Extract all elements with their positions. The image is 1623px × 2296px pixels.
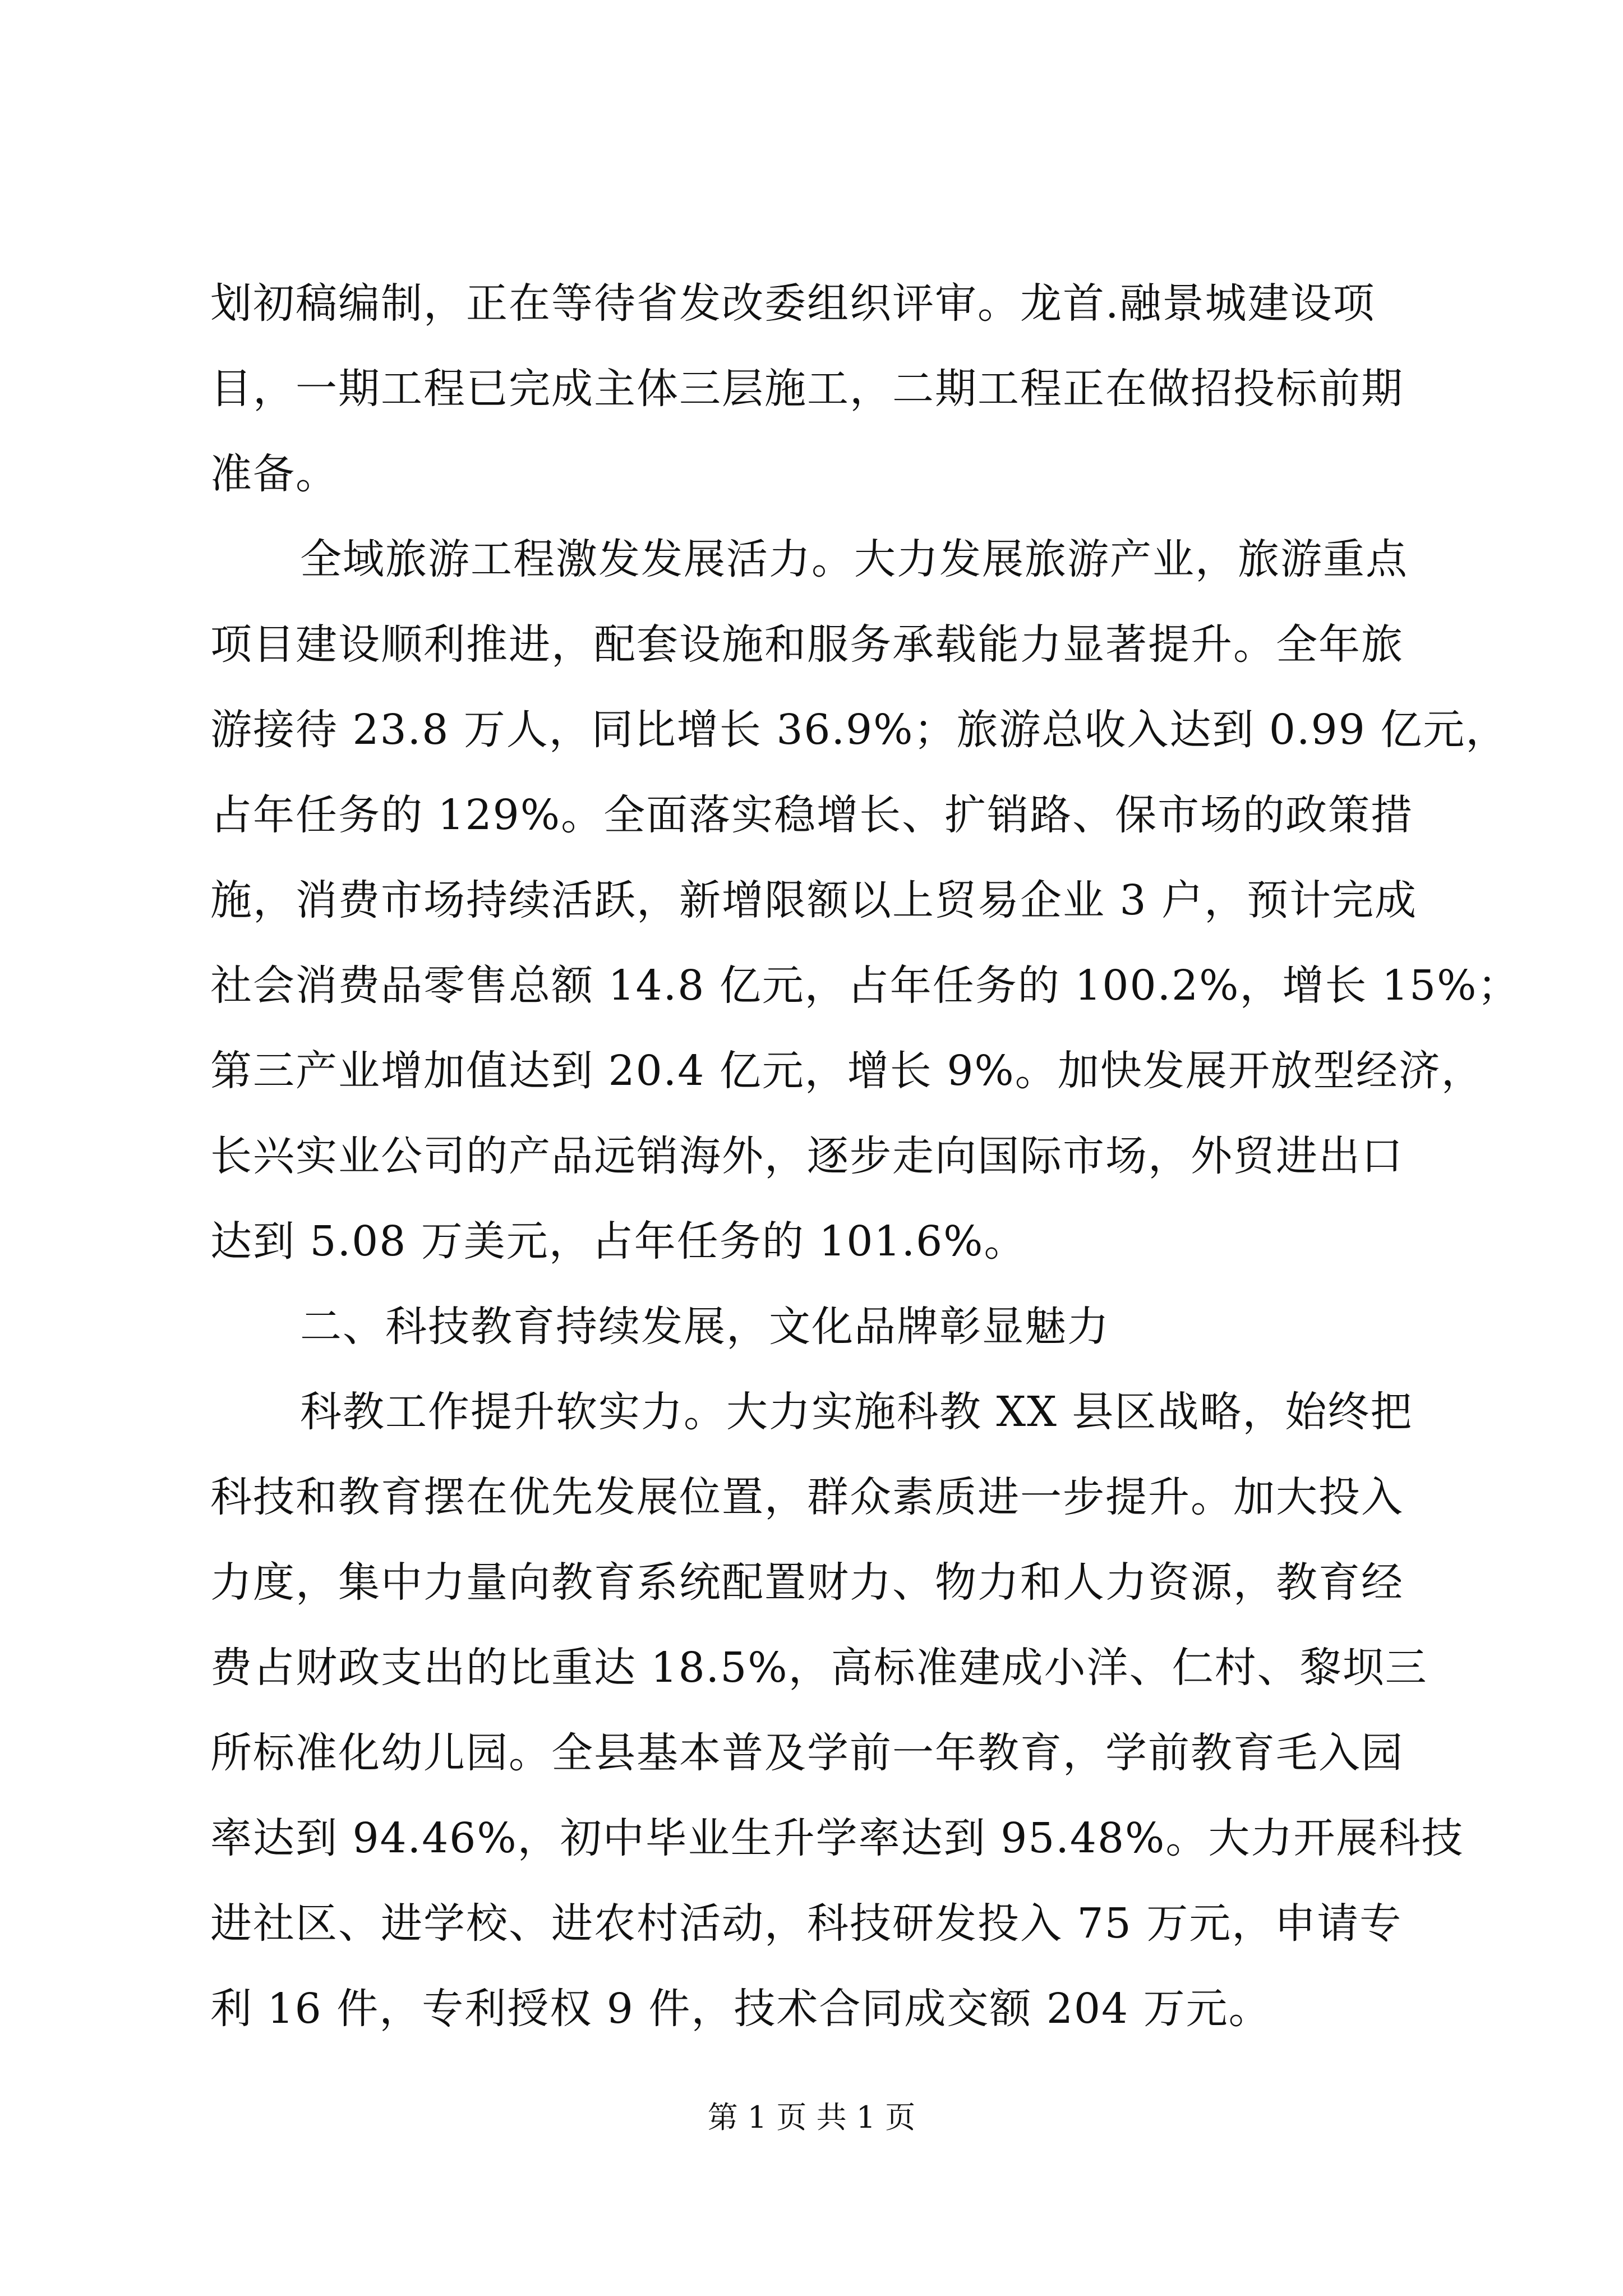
paragraph-p1 [210,261,1416,517]
page-footer: 第 1 页 共 1 页 [707,2100,916,2135]
text-line: 划初稿编制，正在等待省发改委组织评审。龙首.融景城建设项 [210,279,1376,328]
text-line: 科教工作提升软实力。大力实施科教 XX 县区战略，始终把 [300,1388,1413,1436]
section-heading [210,1284,1416,1369]
text-line: 占年任务的 129%。全面落实稳增长、扩销路、保市场的政策措 [210,791,1414,839]
document-body [210,261,1520,2051]
text-line: 所标准化幼儿园。全县基本普及学前一年教育，学前教育毛入园 [210,1729,1404,1777]
text-line: 进社区、进学校、进农村活动，科技研发投入 75 万元，申请专 [210,1899,1403,1948]
text-line: 达到 5.08 万美元，占年任务的 101.6%。 [210,1217,1027,1266]
text-line: 项目建设顺利推进，配套设施和服务承载能力显著提升。全年旅 [210,620,1404,669]
heading-line: 二、科技教育持续发展，文化品牌彰显魅力 [300,1303,1110,1351]
text-line: 游接待 23.8 万人，同比增长 36.9%；旅游总收入达到 0.99 亿元， [210,706,1509,754]
text-line: 利 16 件，专利授权 9 件，技术合同成交额 204 万元。 [210,1985,1271,2033]
text-line: 全域旅游工程激发发展活力。大力发展旅游产业，旅游重点 [300,535,1408,583]
text-line: 准备。 [210,450,338,498]
paragraph-p3 [210,1369,1464,2051]
text-line: 长兴实业公司的产品远销海外，逐步走向国际市场，外贸进出口 [210,1132,1404,1180]
text-line: 第三产业增加值达到 20.4 亿元，增长 9%。加快发展开放型经济， [210,1047,1484,1095]
paragraph-p2 [210,517,1520,1284]
text-line: 目，一期工程已完成主体三层施工，二期工程正在做招投标前期 [210,365,1404,413]
text-line: 科技和教育摆在优先发展位置，群众素质进一步提升。加大投入 [210,1473,1404,1521]
text-line: 社会消费品零售总额 14.8 亿元，占年任务的 100.2%，增长 15%； [210,961,1520,1010]
text-line: 施，消费市场持续活跃，新增限额以上贸易企业 3 户，预计完成 [210,876,1418,924]
text-line: 力度，集中力量向教育系统配置财力、物力和人力资源，教育经 [210,1558,1404,1607]
text-line: 费占财政支出的比重达 18.5%，高标准建成小洋、仁村、黎坝三 [210,1644,1428,1692]
text-line: 率达到 94.46%，初中毕业生升学率达到 95.48%。大力开展科技 [210,1814,1464,1862]
